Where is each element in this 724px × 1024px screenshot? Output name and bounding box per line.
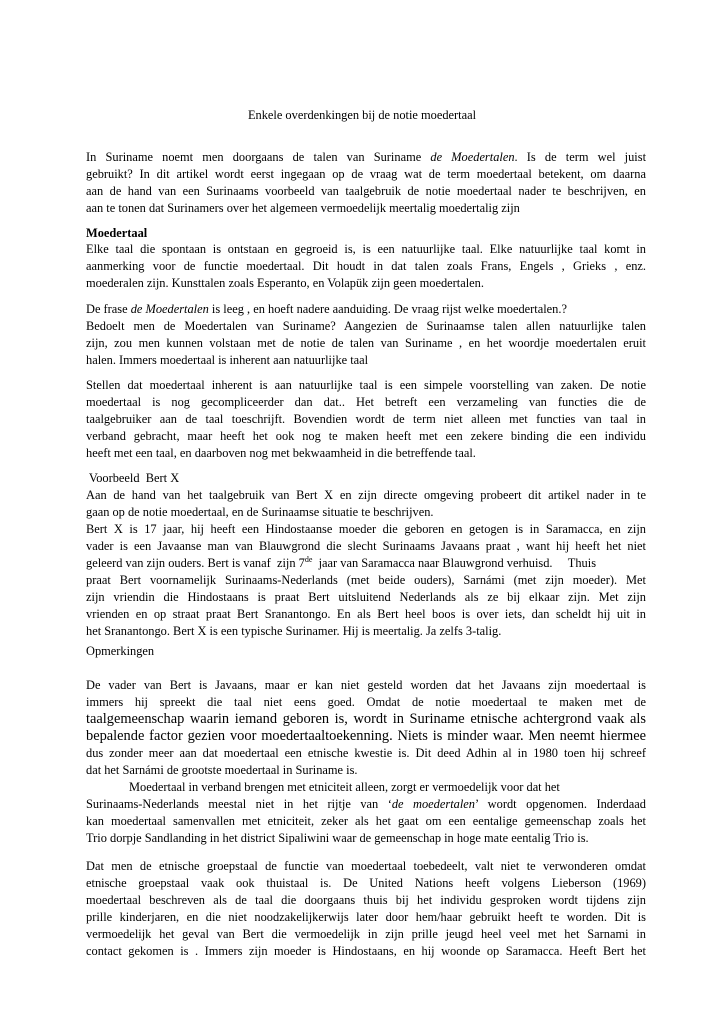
- text-span: is leeg , en hoeft nadere aanduiding. De vraag rijst welke moedertalen.?: [208, 302, 567, 316]
- voorbeeld-paragraph: [86, 487, 646, 640]
- text-line: Aan de hand van het taalgebruik van Bert X en zijn directe omgeving probeert dit artikel nader in te: [86, 488, 646, 502]
- text-line: Stellen dat moedertaal inherent is aan natuurlijke taal is een simpele voorstelling van zaken. De notie: [86, 378, 646, 392]
- moedertaal-paragraph-2: [86, 301, 646, 369]
- text-line: De vader van Bert is Javaans, maar er kan niet gesteld worden dat het Javaans zijn moedertaal is: [86, 678, 646, 692]
- moedertaal-paragraph-1: [86, 241, 646, 292]
- section-heading-opmerkingen: Opmerkingen: [86, 644, 155, 658]
- text-span: jaar van Saramacca naar Blauwgrond verhuisd. Thuis: [312, 556, 597, 570]
- text-line: vermoedelijk het geval van Bert die vermoedelijk in zijn prille jeugd heel veel met het Sarnami in: [86, 927, 646, 941]
- text-span: Surinaams-Nederlands meestal niet in het rijtje van ‘: [86, 797, 392, 811]
- intro-text: In Suriname noemt men doorgaans de talen van Suriname: [86, 150, 431, 164]
- text-line: halen. Immers moedertaal is inherent aan natuurlijke taal: [86, 353, 369, 367]
- text-line: moederalen zijn. Kunsttalen zoals Esperanto, en Volapük zijn geen moedertalen.: [86, 276, 484, 290]
- section-heading-moedertaal: Moedertaal: [86, 226, 148, 240]
- intro-line-3: aan de hand van een Surinaams voorbeeld van taalgebruik de notie moedertaal nader te beschrijven, en: [86, 184, 646, 198]
- moedertaal-paragraph-3: [86, 377, 646, 462]
- intro-line-1: [86, 149, 646, 166]
- text-span: ’ wordt opgenomen. Inderdaad: [474, 797, 646, 811]
- intro-paragraph: [86, 149, 646, 217]
- text-line: taalgebruiker aan de taal toeschrijft. Bovendien wordt de term niet alleen met functies van taal in: [86, 412, 646, 426]
- text-line: prille kinderjaren, en die niet noodzakelijkerwijs later door hem/haar gebruikt heeft te worden. Dit is: [86, 910, 646, 924]
- text-line: [86, 796, 646, 813]
- text-line: Bert X is 17 jaar, hij heeft een Hindostaanse moeder die geboren en getogen is in Saramacca, en zijn: [86, 522, 646, 536]
- text-line: etnische groepstaal vaak ook thuistaal is. De United Nations heeft volgens Lieberson (1969): [86, 876, 646, 890]
- intro-text: . Is de term wel juist: [514, 150, 647, 164]
- intro-italic-term: de Moedertalen: [430, 150, 515, 164]
- text-span: De frase: [86, 302, 131, 316]
- text-line: vader is een Javaanse man van Blauwgrond die slecht Surinaams Javaans praat , want hij heeft het niet: [86, 539, 646, 553]
- text-line: Moedertaal in verband brengen met etniciteit alleen, zorgt er vermoedelijk voor dat het: [129, 780, 560, 794]
- text-line: contact gekomen is . Immers zijn moeder is Hindostaans, en hij woonde op Saramacca. Heeft Bert het: [86, 944, 646, 958]
- section-heading-voorbeeld: Voorbeeld Bert X: [86, 471, 180, 485]
- italic-term: de Moedertalen: [130, 302, 209, 316]
- text-line: moedertaal beschreven als de taal die doorgaans thuis bij het individu gesproken wordt tijdens zijn: [86, 893, 646, 907]
- text-line: praat Bert voornamelijk Surinaams-Nederlands (met beide ouders), Sarnámi (met zijn moeder). Met: [86, 573, 646, 587]
- text-line: vrienden en op straat praat Bert Sranantongo. En als Bert heel boos is over iets, dan scheldt hij uit in: [86, 607, 646, 621]
- text-line: dat het Sarnámi de grootste moedertaal in Suriname is.: [86, 763, 358, 777]
- superscript: de: [304, 554, 313, 564]
- text-line: Elke taal die spontaan is ontstaan en gegroeid is, is een natuurlijke taal. Elke natuurlijke taal komt in: [86, 242, 646, 256]
- text-span: geleerd van zijn ouders. Bert is vanaf zijn 7: [86, 556, 305, 570]
- document-title: Enkele overdenkingen bij de notie moedertaal: [247, 108, 477, 122]
- text-line: zijn, zou men kunnen volstaan met de notie de talen van Suriname , en het woordje moedertalen eruit: [86, 336, 646, 350]
- text-line: heeft met een taal, en daarboven nog met bekwaamheid in die betreffende taal.: [86, 446, 476, 460]
- intro-line-4: aan te tonen dat Surinamers over het algemeen vermoedelijk meertalig moedertalig zijn: [86, 201, 520, 215]
- text-line: het Sranantongo. Bert X is een typische Surinamer. Hij is meertalig. Ja zelfs 3-talig.: [86, 624, 502, 638]
- text-line: taalgemeenschap waarin iemand geboren is, wordt in Suriname etnische achtergrond vaak als: [86, 711, 646, 727]
- text-line: Trio dorpje Sandlanding in het district Sipaliwini waar de gemeenschap in hoge mate eentalig Trio is.: [86, 831, 589, 845]
- text-line: Dat men de etnische groepstaal de functie van moedertaal toebedeelt, valt niet te verwonderen omdat: [86, 859, 646, 873]
- text-line: aanmerking voor de functie moedertaal. Dit houdt in dat talen zoals Frans, Engels , Grieks , enz.: [86, 259, 646, 273]
- opmerkingen-paragraph-3: [86, 858, 646, 960]
- text-line: [86, 555, 646, 572]
- text-line: gaan op de notie moedertaal, en de Surinaamse situatie te beschrijven.: [86, 505, 434, 519]
- italic-term: de moedertalen: [391, 797, 475, 811]
- text-line: immers hij spreekt die taal niet eens goed. Omdat de notie moedertaal te maken met de: [86, 695, 646, 709]
- text-line: [86, 301, 646, 318]
- text-line: verband gebracht, maar heeft het ook nog te maken heeft met een zekere binding die een individu: [86, 429, 646, 443]
- text-line: moedertaal is nog gecompliceerder dan dat.. Het betreft een verzameling van functies die de: [86, 395, 646, 409]
- text-line: bepalende factor gezien voor moedertaaltoekenning. Niets is minder waar. Men neemt hiermee: [86, 728, 646, 744]
- text-line: kan moedertaal samenvallen met etniciteit, zeker als het gaat om een eentalige gemeenschap zoals het: [86, 814, 646, 828]
- text-line: Bedoelt men de Moedertalen van Suriname? Aangezien de Surinaamse talen allen natuurlijke talen: [86, 319, 646, 333]
- opmerkingen-paragraph-1: [86, 677, 646, 847]
- text-line: zijn vriendin die Hindostaans is praat Bert uitsluitend Nederlands als ze bij elkaar zijn. Met zijn: [86, 590, 646, 604]
- intro-line-2: gebruikt? In dit artikel wordt eerst ingegaan op de vraag wat de term moedertaal betekent, om daarna: [86, 167, 646, 181]
- text-line: dus zonder meer aan dat moedertaal een etnische kwestie is. Dit deed Adhin al in 1980 toen hij schreef: [86, 746, 646, 760]
